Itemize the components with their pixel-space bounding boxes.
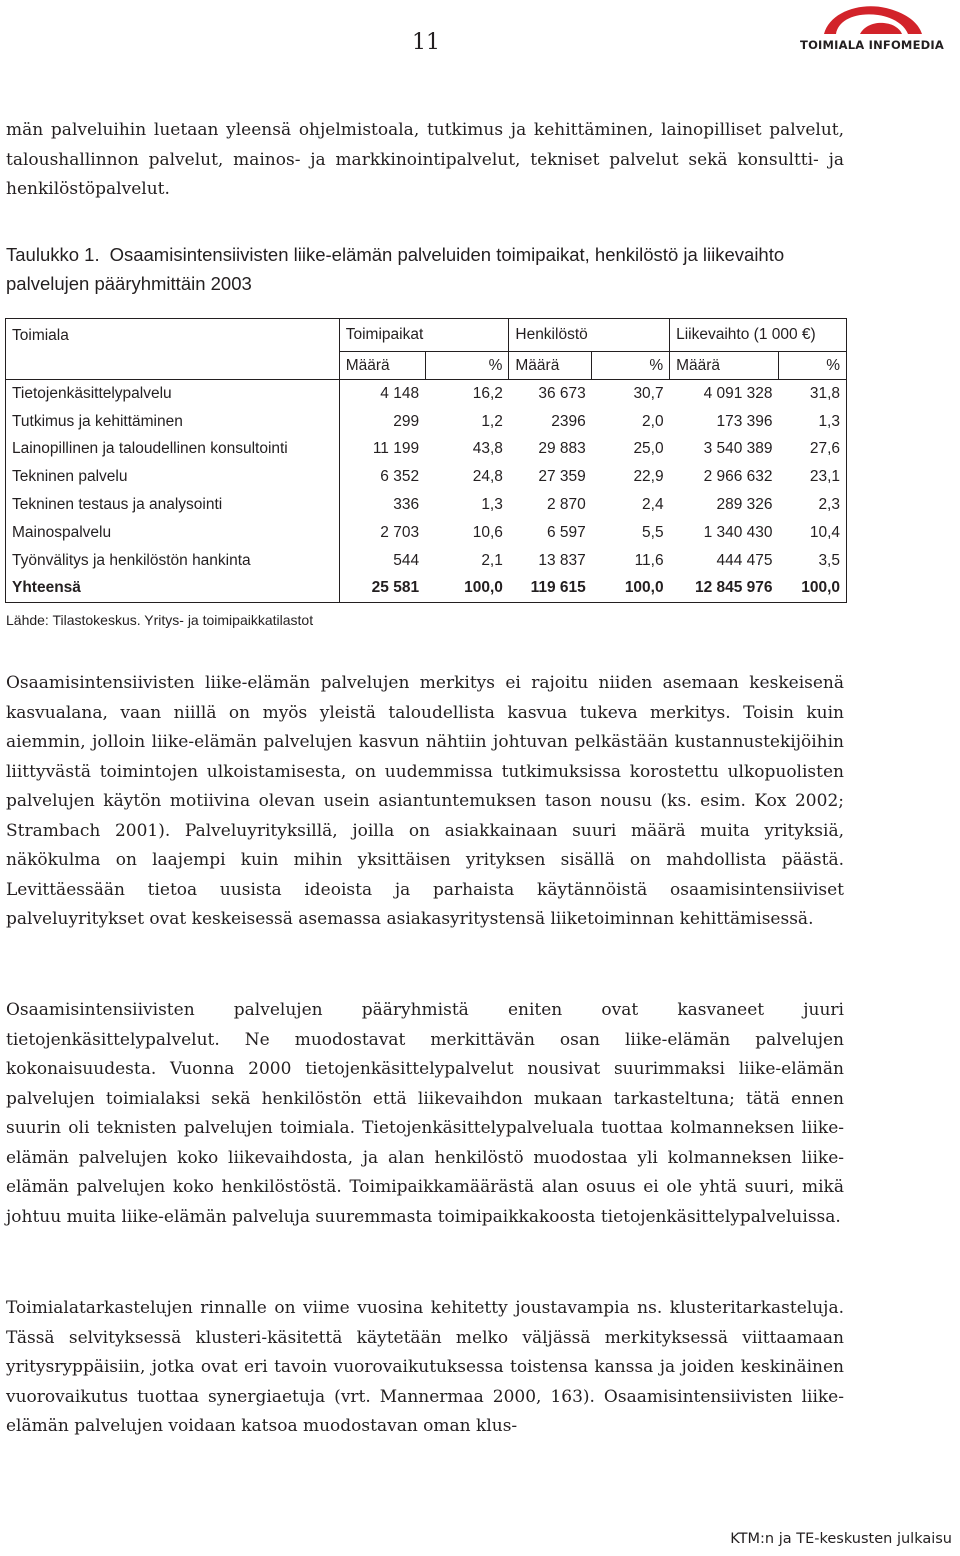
- cell-value: 336: [393, 496, 420, 514]
- cell-value: 11 199: [372, 440, 420, 458]
- total-value: 100,0: [779, 575, 847, 603]
- cell-value: 6 352: [380, 468, 420, 486]
- col-header-toimiala: Toimiala: [6, 319, 340, 380]
- body-paragraph-2: Osaamisintensiivisten palvelujen pääryhmistä eniten ovat kasvaneet juuri tietojenkäsittelypalvelut. Ne muodostavat merkittävän osan liike-elämän palvelujen kokonaisuudesta. Vuonna 2000 tietojenkäsittelypalvelut nousivat suurimmaksi liike-elämän palvelujen toimialaksi sekä henkilöstön että liikevaihdon mukaan tarkasteltuna; tätä ennen suurin oli teknisten palvelujen toimiala. Tietojenkäsittelypalveluala tuottaa kolmanneksen liike-elämän palvelujen koko liikevaihdosta, ja alan henkilöstö muodostaa yli kolmanneksen liike-elämän palvelujen koko henkilöstöstä. Toimipaikkamäärästä alan osuus ei ole yhtä suuri, mikä johtuu muita liike-elämän palveluja suuremmasta toimipaikkakoosta tietojenkäsittelypalveluissa.: [6, 1000, 844, 1227]
- cell-value: 2 870: [546, 496, 586, 514]
- cell-value: 1 340 430: [703, 523, 773, 541]
- subheader-pct: %: [592, 352, 670, 380]
- cell-value: 4 148: [380, 384, 420, 402]
- table-header-row: [6, 319, 847, 352]
- subheader-maara: Määrä: [509, 352, 592, 380]
- publisher-logo: [786, 4, 958, 52]
- cell-value: 6 597: [546, 523, 586, 541]
- cell-value: 173 396: [716, 412, 773, 430]
- cell-value: 10,4: [779, 519, 847, 547]
- row-label: Tekninen palvelu: [6, 463, 340, 491]
- cell-value: 29 883: [538, 440, 586, 458]
- cell-value: 16,2: [472, 384, 503, 402]
- footer-publication: KTM:n ja TE-keskusten julkaisu: [730, 1531, 952, 1547]
- cell-value: 13 837: [538, 551, 586, 569]
- body-paragraph-3: Toimialatarkastelujen rinnalle on viime vuosina kehitetty joustavampia ns. klusteritarkasteluja. Tässä selvityksessä klusteri-käsitettä käytetään melko väljässä merkityksessä viittaamaan yritysryppäisiin, jotka ovat eri tavoin vuorovaikutuksessa toistensa kanssa ja joiden keskinäinen vuorovaikutus tuottaa synergiaetuja (vrt. Mannermaa 2000, 163). Osaamisintensiivisten liike-elämän palvelujen voidaan katsoa muodostavan oman klus-: [6, 1298, 844, 1436]
- cell-value: 22,9: [633, 468, 664, 486]
- page-number: 11: [412, 30, 440, 55]
- cell-value: 2,0: [642, 412, 664, 430]
- table-row: [6, 463, 847, 491]
- cell-value: 3,5: [779, 547, 847, 575]
- row-label: Tutkimus ja kehittäminen: [6, 408, 340, 436]
- table-row: [6, 491, 847, 519]
- table-total-row: [6, 575, 847, 603]
- cell-value: 4 091 328: [703, 384, 773, 402]
- subheader-maara: Määrä: [670, 352, 779, 380]
- table-caption-text: Osaamisintensiivisten liike-elämän palveluiden toimipaikat, henkilöstö ja liikevaihto palvelujen pääryhmittäin 2003: [6, 244, 785, 294]
- cell-value: 2396: [551, 412, 586, 430]
- cell-value: 1,3: [779, 408, 847, 436]
- cell-value: 444 475: [716, 551, 773, 569]
- cell-value: 2 703: [380, 523, 420, 541]
- cell-value: 24,8: [472, 468, 503, 486]
- col-group-henkilosto: Henkilöstö: [509, 319, 670, 352]
- cell-value: 544: [393, 551, 420, 569]
- row-label: Työnvälitys ja henkilöstön hankinta: [6, 547, 340, 575]
- total-label: Yhteensä: [6, 575, 340, 603]
- cell-value: 289 326: [716, 496, 773, 514]
- cell-value: 1,3: [481, 496, 503, 514]
- row-label: Lainopillinen ja taloudellinen konsultointi: [6, 436, 340, 464]
- cell-value: 27 359: [538, 468, 586, 486]
- subheader-pct: %: [425, 352, 509, 380]
- logo-swoosh-icon: [820, 4, 924, 38]
- total-value: 100,0: [425, 575, 509, 603]
- cell-value: 43,8: [472, 440, 503, 458]
- intro-paragraph: män palveluihin luetaan yleensä ohjelmistoala, tutkimus ja kehittäminen, lainopilliset palvelut, taloushallinnon palvelut, mainos- ja markkinointipalvelut, tekniset palvelut sekä konsultti- ja henkilöstöpalvelut.: [6, 120, 844, 199]
- row-label: Tekninen testaus ja analysointi: [6, 491, 340, 519]
- cell-value: 2,3: [779, 491, 847, 519]
- table-row: [6, 380, 847, 408]
- cell-value: 36 673: [538, 384, 586, 402]
- table-caption-label: Taulukko 1.: [6, 244, 100, 265]
- subheader-pct: %: [779, 352, 847, 380]
- cell-value: 27,6: [779, 436, 847, 464]
- data-table: [5, 318, 847, 603]
- col-group-liikevaihto: Liikevaihto (1 000 €): [670, 319, 847, 352]
- table-row: [6, 519, 847, 547]
- cell-value: 11,6: [634, 551, 664, 569]
- logo-text: TOIMIALA INFOMEDIA: [800, 38, 944, 52]
- total-value: 12 845 976: [670, 575, 779, 603]
- table-caption: [6, 240, 846, 298]
- table-row: [6, 408, 847, 436]
- cell-value: 2,1: [481, 551, 503, 569]
- table-body: [6, 380, 847, 603]
- body-paragraph-1: Osaamisintensiivisten liike-elämän palvelujen merkitys ei rajoitu niiden asemaan keskeisenä kasvualana, vaan niillä on myös yleistä taloudellista kasvua tukeva merkitys. Toisin kuin aiemmin, jolloin liike-elämän palvelujen kasvun nähtiin johtuvan pelkästään kustannustekijöihin liittyvästä toimintojen ulkoistamisesta, on uudemmissa tutkimuksissa korostettu ulkopuolisten palvelujen käytön motiivina olevan usein asiantuntemuksen tason nousu (ks. esim. Kox 2002; Strambach 2001). Palveluyrityksillä, joilla on asiakkainaan suuri määrä muita yrityksiä, näkökulma on laajempi kuin mihin yksittäisen yrityksen sisällä on mahdollista päästä. Levittäessään tietoa uusista ideoista ja parhaista käytännöistä osaamisintensiiviset palveluyritykset ovat keskeisessä asemassa asiakasyritystensä liiketoiminnan kehittämisessä.: [6, 673, 844, 929]
- col-group-toimipaikat: Toimipaikat: [339, 319, 509, 352]
- row-label: Mainospalvelu: [6, 519, 340, 547]
- cell-value: 30,7: [633, 384, 664, 402]
- cell-value: 10,6: [472, 523, 503, 541]
- total-value: 119 615: [509, 575, 592, 603]
- table-source: Lähde: Tilastokeskus. Yritys- ja toimipaikkatilastot: [6, 612, 314, 628]
- table-row: [6, 436, 847, 464]
- cell-value: 3 540 389: [703, 440, 773, 458]
- cell-value: 31,8: [779, 380, 847, 408]
- cell-value: 1,2: [481, 412, 503, 430]
- table-row: [6, 547, 847, 575]
- cell-value: 23,1: [779, 463, 847, 491]
- cell-value: 5,5: [642, 523, 664, 541]
- subheader-maara: Määrä: [339, 352, 425, 380]
- cell-value: 2,4: [642, 496, 664, 514]
- row-label: Tietojenkäsittelypalvelu: [6, 380, 340, 408]
- cell-value: 299: [393, 412, 420, 430]
- total-value: 25 581: [339, 575, 425, 603]
- cell-value: 25,0: [633, 440, 664, 458]
- cell-value: 2 966 632: [703, 468, 773, 486]
- total-value: 100,0: [592, 575, 670, 603]
